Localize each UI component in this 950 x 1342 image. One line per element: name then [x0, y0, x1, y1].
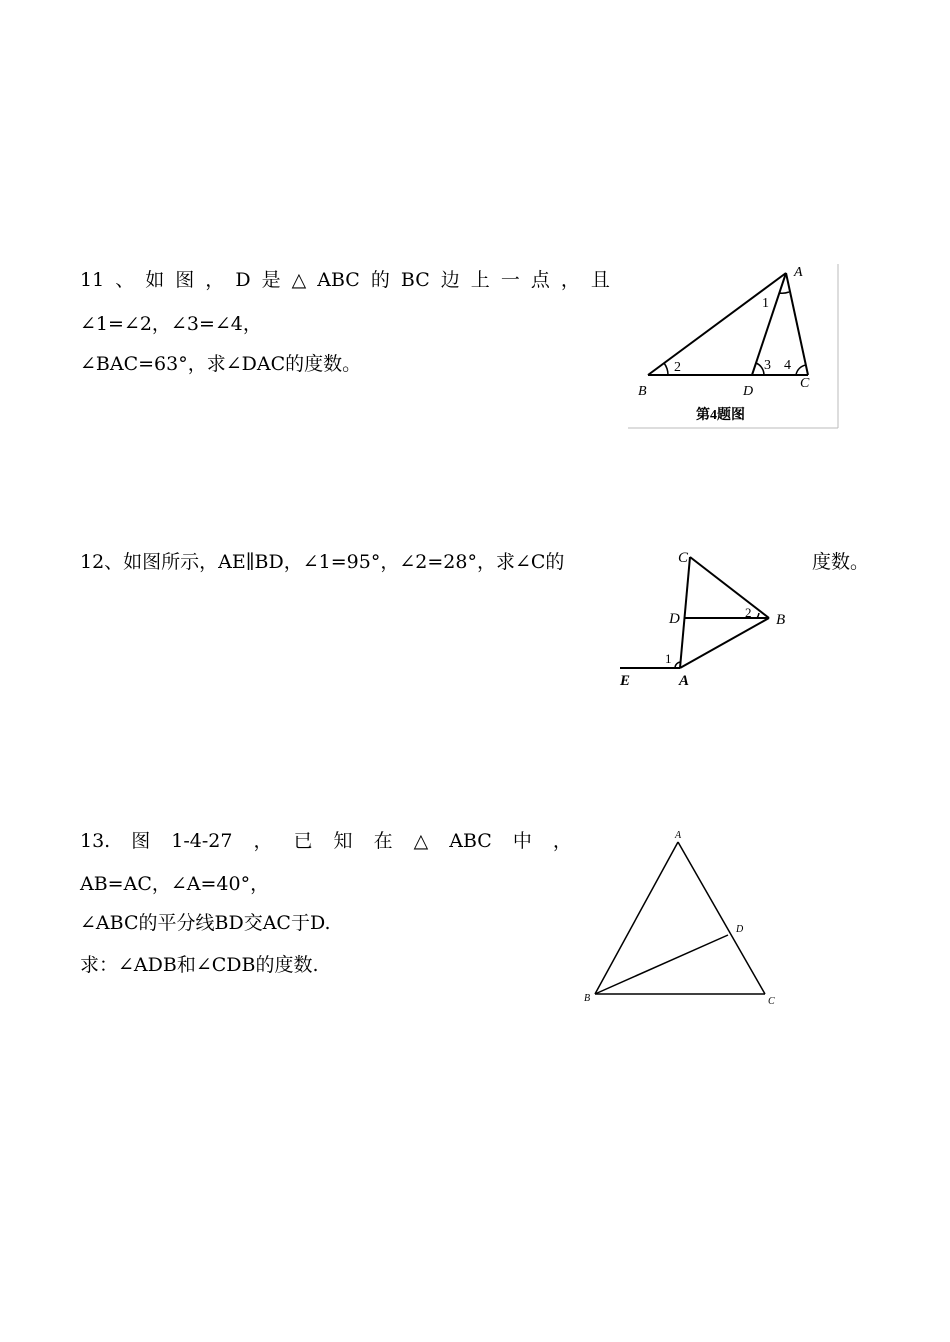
q11-arc-2: [664, 363, 668, 375]
q12-label-E: E: [620, 673, 631, 689]
q12-label-1: 1: [665, 651, 672, 666]
q11-line1-token: 边: [440, 269, 460, 291]
q12-segment-AB: [680, 618, 769, 668]
q13-line1-token: 知: [333, 830, 353, 852]
q13-figure: [578, 826, 798, 1016]
q12-label-D: D: [669, 611, 680, 627]
q11-line1-token: ，: [205, 269, 225, 291]
q11-line1-token: 如: [145, 269, 165, 291]
q13-line1-token: 已: [293, 830, 313, 852]
q13-line1-token: 1-4-27: [171, 830, 233, 852]
q12-label-A: A: [679, 673, 690, 689]
q13-label-A: A: [675, 830, 682, 841]
q11-line1-token: 11: [80, 269, 105, 291]
q13-line3: ∠ABC的平分线BD交AC于D.: [80, 912, 331, 934]
q11-label-1: 1: [762, 296, 769, 311]
q12-figure: [612, 545, 812, 695]
q11-line1-token: 一: [500, 269, 520, 291]
q11-label-4: 4: [784, 358, 791, 373]
q13-line1-token: ，: [253, 830, 273, 852]
q13-line1-token: ABC: [449, 830, 492, 852]
q12-label-2: 2: [745, 605, 752, 620]
q13-line4: 求：∠ADB和∠CDB的度数.: [80, 954, 319, 976]
q13-line1-token: 中: [512, 830, 532, 852]
q11-line1-token: ABC: [317, 269, 360, 291]
q11-arc-3: [756, 363, 764, 375]
q13-line1-token: 13.: [80, 830, 111, 852]
q11-arc-4: [796, 365, 806, 375]
q11-label-B: B: [638, 384, 647, 399]
q13-line1-token: △: [413, 830, 429, 852]
q11-label-A: A: [794, 265, 803, 280]
q11-line1-token: 且: [590, 269, 610, 291]
q12-text-tail: 度数。: [812, 551, 870, 573]
q12-segment-CA: [680, 557, 690, 668]
q11-line1-token: 点: [530, 269, 550, 291]
q11-line3: ∠BAC=63°，求∠DAC的度数。: [80, 353, 362, 375]
q11-line1: [80, 268, 610, 292]
q13-line1-token: 在: [373, 830, 393, 852]
q13-label-D: D: [736, 924, 744, 935]
q11-line1-token: BC: [400, 269, 430, 291]
q12-label-C: C: [678, 550, 689, 566]
q12-label-B: B: [776, 612, 786, 628]
q13-label-C: C: [768, 996, 775, 1007]
q13-line1: [80, 829, 572, 853]
q11-figure: [626, 262, 841, 432]
q11-line1-token: 上: [470, 269, 490, 291]
q11-line1-token: 是: [261, 269, 281, 291]
q11-label-2: 2: [674, 360, 681, 375]
q11-line1-token: △: [291, 269, 307, 291]
q11-label-3: 3: [764, 358, 771, 373]
q11-label-D: D: [743, 384, 754, 399]
q13-line1-token: 图: [131, 830, 151, 852]
q13-segment-AB: [595, 842, 678, 994]
q13-label-B: B: [584, 993, 591, 1004]
q11-figure-caption: 第4题图: [696, 408, 745, 423]
q11-line1-token: ，: [560, 269, 580, 291]
q13-line2: AB=AC，∠A=40°，: [80, 873, 270, 895]
q13-segment-AC: [678, 842, 765, 994]
q11-line2: ∠1=∠2，∠3=∠4，: [80, 313, 262, 335]
q11-line1-token: 、: [115, 269, 135, 291]
q11-label-C: C: [800, 376, 810, 391]
q11-line1-token: 的: [370, 269, 390, 291]
q12-segment-CB: [690, 557, 769, 618]
q11-line1-token: 图: [175, 269, 195, 291]
q12-text: 12、如图所示，AE∥BD，∠1=95°，∠2=28°，求∠C的: [80, 551, 565, 573]
q13-segment-BD: [595, 935, 728, 994]
q11-line1-token: D: [235, 269, 251, 291]
q13-line1-token: ，: [552, 830, 572, 852]
